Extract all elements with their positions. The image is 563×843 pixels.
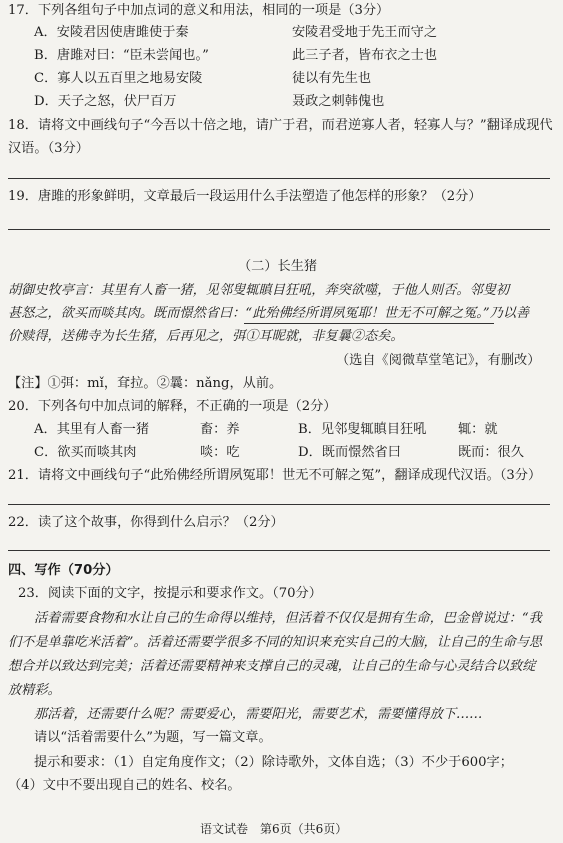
passage-underline [244, 323, 494, 324]
q23-para1-line1: 活着需要食物和水让自己的生命得以维持，但活着不仅仅是拥有生命，巴金曾说过：“我 [34, 611, 542, 626]
q23-para1-line4: 放精彩。 [8, 683, 61, 698]
q20-option-b: B．见邻叟辄瞋目狂吼 [298, 422, 427, 437]
q22-text: 22．读了这个故事，你得到什么启示？（2分） [8, 515, 284, 530]
q23-para3: 请以“活着需要什么”为题，写一篇文章。 [34, 730, 272, 745]
q18-text-line1: 18．请将文中画线句子“今吾以十倍之地，请广于君，而君逆寡人者，轻寡人与？”翻译成现代 [8, 118, 553, 133]
q17-option-d-right: 聂政之刺韩傀也 [292, 94, 385, 109]
q17-option-b-right: 此三子者，皆布衣之士也 [292, 48, 438, 63]
passage-line-1: 胡御史牧亭言：其里有人畜一猪，见邻叟辄瞋目狂吼，奔突欲噬，于他人则否。邻叟初 [8, 283, 510, 298]
page-footer: 语文试卷 第6页（共6页） [200, 822, 348, 836]
q23-para1-line2: 们不是单靠吃米活着”。活着还需要学很多不同的知识来充实自己的大脑，让自己的生命与思 [8, 635, 543, 650]
q20-option-c: C．欲买而啖其肉 [34, 445, 137, 460]
q20-option-a: A．其里有人畜一猪 [34, 422, 150, 437]
q19-answer-line [8, 229, 550, 230]
q17-stem: 17．下列各组句子中加点词的意义和用法，相同的一项是（3分） [8, 3, 390, 18]
q17-option-b-left: B．唐雎对曰：“臣未尝闻也。” [34, 48, 209, 63]
q21-answer-line [8, 504, 550, 505]
passage-source: （选自《阅微草堂笔记》，有删改） [336, 353, 541, 368]
passage-title: （二）长生猪 [238, 259, 318, 274]
q17-option-a-left: A．安陵君因使唐雎使于秦 [34, 25, 189, 40]
passage-line-3: 价赎得，送佛寺为长生猪，后再见之，弭①耳昵就，非复曩②态矣。 [8, 329, 404, 344]
q20-stem: 20．下列各句中加点词的解释，不正确的一项是（2分） [8, 399, 337, 414]
q21-text: 21．请将文中画线句子“此殆佛经所谓夙冤耶！世无不可解之冤”，翻译成现代汉语。（3分） [8, 468, 542, 483]
q23-para1-line3: 想合并以致达到完美；活着还需要精神来支撑自己的灵魂，让自己的生命与心灵结合以致绽 [8, 659, 536, 674]
q23-para2: 那活着，还需要什么呢？需要爱心，需要阳光，需要艺术，需要懂得放下…… [34, 707, 483, 722]
q22-answer-line [8, 550, 550, 551]
q23-requirements-line1: 提示和要求：（1）自定角度作文；（2）除诗歌外，文体自选；（3）不少于600字； [34, 755, 513, 770]
q17-option-c-right: 徒以有先生也 [292, 71, 372, 86]
q20-option-d-gloss: 既而：很久 [458, 445, 524, 460]
passage-note: 【注】①弭：mǐ，耷拉。②曩：nǎng，从前。 [8, 376, 283, 391]
q20-option-a-gloss: 畜：养 [200, 422, 240, 437]
q18-text-line2: 汉语。（3分） [8, 141, 89, 156]
passage-line-2: 甚怒之，欲买而啖其肉。既而憬然省曰：“此殆佛经所谓夙冤耶！世无不可解之冤。”乃以善 [8, 306, 530, 321]
q20-option-b-gloss: 辄：就 [458, 422, 498, 437]
q17-option-d-left: D．天子之怒，伏尸百万 [34, 94, 177, 109]
q23-stem: 23．阅读下面的文字，按提示和要求作文。（70分） [18, 586, 322, 601]
q23-requirements-line2: （4）文中不要出现自己的姓名、校名。 [8, 778, 241, 793]
q20-option-d: D．既而憬然省曰 [298, 445, 401, 460]
q20-option-c-gloss: 啖：吃 [200, 445, 240, 460]
section4-heading: 四、写作（70分） [8, 563, 119, 578]
q18-answer-line [8, 178, 550, 179]
q19-text: 19．唐雎的形象鲜明，文章最后一段运用什么手法塑造了他怎样的形象？（2分） [8, 189, 482, 204]
q17-option-a-right: 安陵君受地于先王而守之 [292, 25, 438, 40]
q17-option-c-left: C．寡人以五百里之地易安陵 [34, 71, 203, 86]
